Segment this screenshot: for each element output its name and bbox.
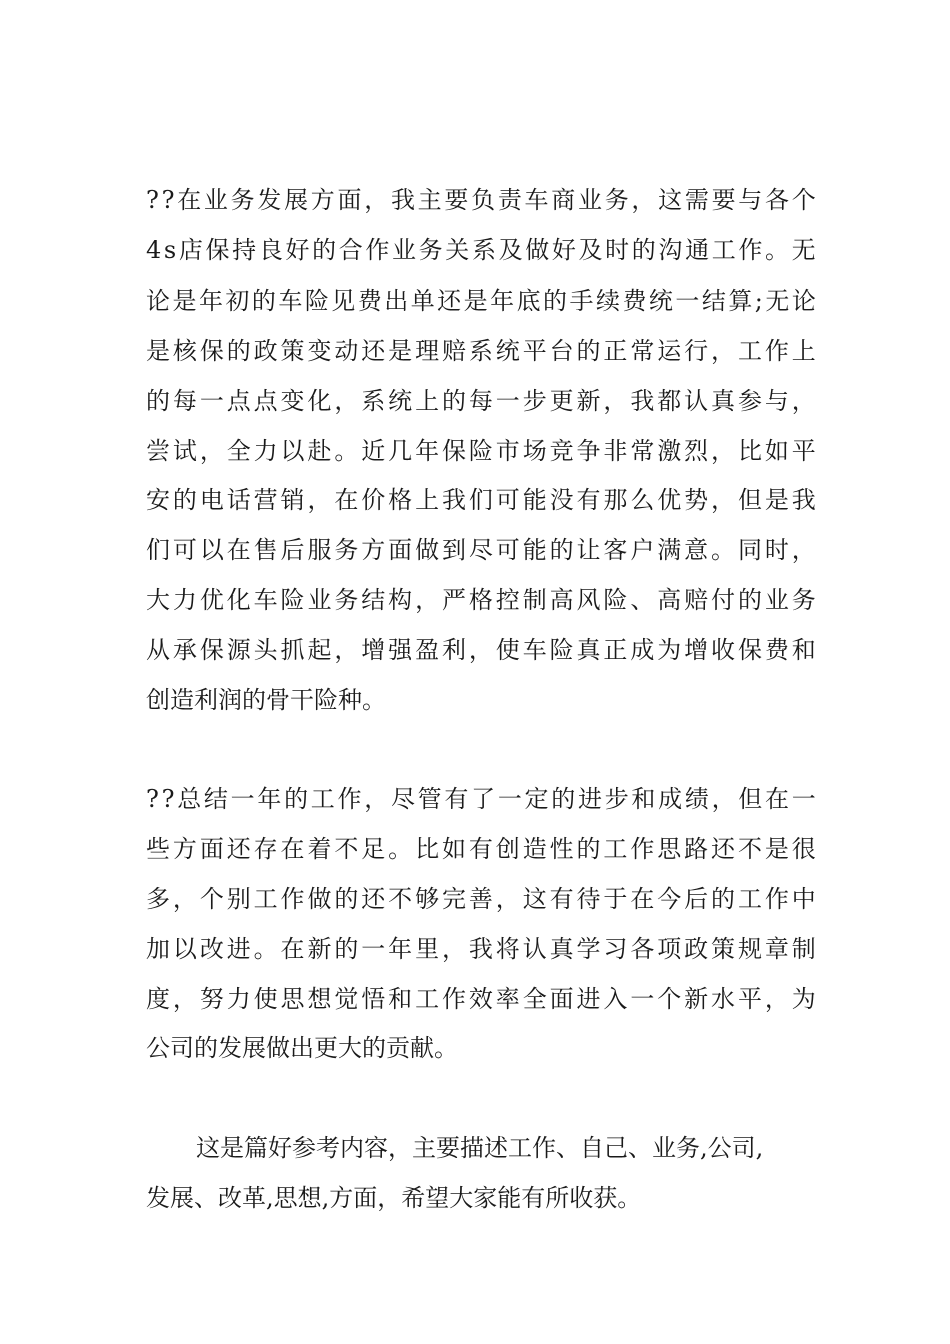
paragraph-1-line-7: 安 的 电 话 营 销 ， 在 价 格 上 我 们 可 能 没 有 那 么 优 势 ， 但 是 我: [146, 486, 816, 514]
paragraph-1-line-1: ? ? 在 业 务 发 展 方 面 ， 我 主 要 负 责 车 商 业 务 ， 这 需 要 与 各 个: [146, 186, 816, 214]
paragraph-1-line-4: 是 核 保 的 政 策 变 动 还 是 理 赔 系 统 平 台 的 正 常 运 行 ， 工 作 上: [146, 337, 816, 365]
paragraph-3-line-1: 这是篇好参考内容，主要描述工作、自己、业务,公司,: [196, 1134, 764, 1162]
paragraph-1-line-3: 论 是 年 初 的 车 险 见 费 出 单 还 是 年 底 的 手 续 费 统 一 结 算 ; 无 论: [146, 287, 816, 315]
paragraph-1-line-11: 创造利润的骨干险种。: [146, 686, 386, 714]
paragraph-1-line-5: 的 每 一 点 点 变 化 ， 系 统 上 的 每 一 步 更 新 ， 我 都 认 真 参 与 ，: [146, 387, 816, 415]
paragraph-2-line-3: 多 ， 个 别 工 作 做 的 还 不 够 完 善 ， 这 有 待 于 在 今 后 的 工 作 中: [146, 885, 816, 913]
paragraph-2-line-5: 度 ， 努 力 使 思 想 觉 悟 和 工 作 效 率 全 面 进 入 一 个 新 水 平 ， 为: [146, 985, 816, 1013]
paragraph-2-line-1: ? ? 总 结 一 年 的 工 作 ， 尽 管 有 了 一 定 的 进 步 和 成 绩 ， 但 在 一: [146, 785, 816, 813]
paragraph-1-line-6: 尝 试 ， 全 力 以 赴 。 近 几 年 保 险 市 场 竞 争 非 常 激 烈 ， 比 如 平: [146, 437, 816, 465]
paragraph-1-line-10: 从 承 保 源 头 抓 起 ， 增 强 盈 利 ， 使 车 险 真 正 成 为 增 收 保 费 和: [146, 636, 816, 664]
paragraph-1-line-2: 4 s 店 保 持 良 好 的 合 作 业 务 关 系 及 做 好 及 时 的 沟 通 工 作 。 无: [146, 236, 816, 264]
paragraph-2-line-4: 加 以 改 进 。 在 新 的 一 年 里 ， 我 将 认 真 学 习 各 项 政 策 规 章 制: [146, 935, 816, 963]
paragraph-2-line-2: 些 方 面 还 存 在 着 不 足 。 比 如 有 创 造 性 的 工 作 思 路 还 不 是 很: [146, 835, 816, 863]
paragraph-1-line-9: 大 力 优 化 车 险 业 务 结 构 ， 严 格 控 制 高 风 险 、 高 赔 付 的 业 务: [146, 586, 816, 614]
paragraph-2-line-6: 公司的发展做出更大的贡献。: [146, 1034, 458, 1062]
paragraph-3-line-2: 发展、改革,思想,方面，希望大家能有所收获。: [146, 1184, 642, 1212]
paragraph-1-line-8: 们 可 以 在 售 后 服 务 方 面 做 到 尽 可 能 的 让 客 户 满 意 。 同 时 ，: [146, 536, 816, 564]
